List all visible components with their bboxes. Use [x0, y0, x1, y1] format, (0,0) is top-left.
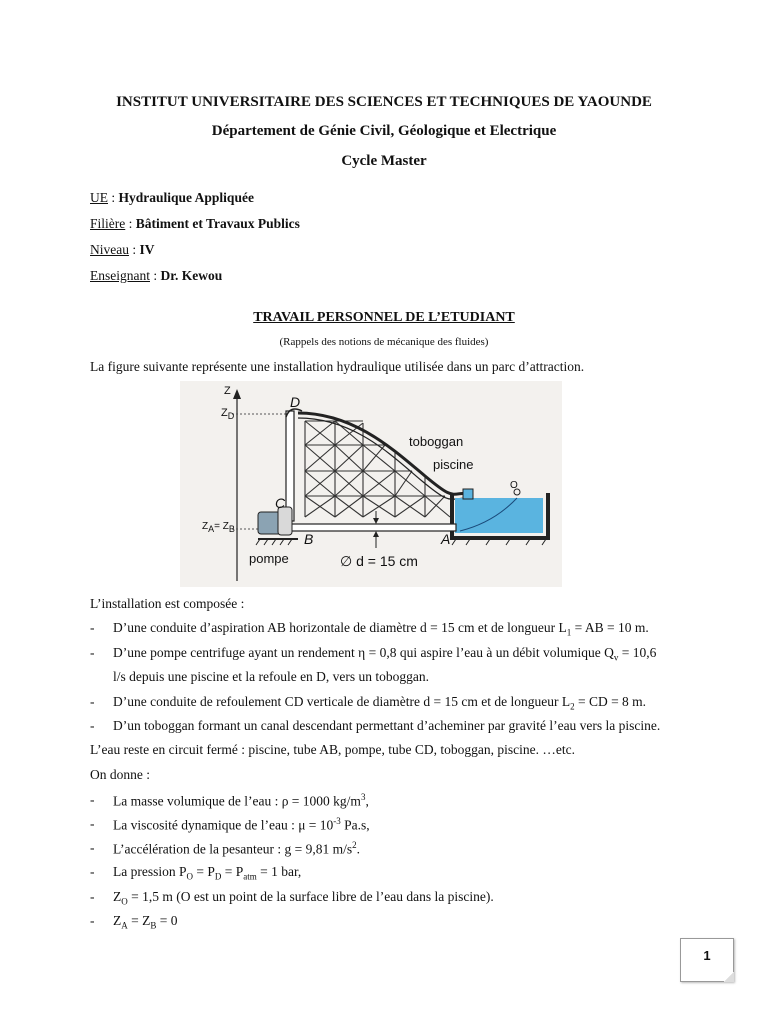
fig-label-c: C: [275, 495, 286, 511]
fig-label-diameter: ∅ d = 15 cm: [340, 553, 418, 569]
meta-value: Hydraulique Appliquée: [118, 190, 254, 205]
fig-label-piscine: piscine: [433, 457, 474, 472]
cycle-title: Cycle Master: [341, 153, 427, 169]
intro-text: La figure suivante représente une installation hydraulique utilisée dans un parc d’attraction.: [90, 359, 585, 374]
given-density: La masse volumique de l’eau : ρ = 1000 $kg/m^3$,: [113, 792, 369, 809]
item-pump-cont: l/s depuis une piscine et la refoule en D, vers un toboggan.: [113, 669, 430, 684]
meta-value: IV: [139, 242, 155, 257]
given-pressure: La pression $P_O = P_D = P_{atm} = 1$ bar,: [113, 864, 302, 882]
bullet-dash: -: [90, 645, 95, 660]
pipe-ab: [288, 524, 456, 531]
meta-label: Enseignant: [90, 268, 150, 283]
section-title-text: TRAVAIL PERSONNEL DE L’ETUDIANT: [253, 310, 515, 325]
section-subtitle: (Rappels des notions de mécanique des fluides): [279, 336, 489, 348]
fig-label-z: Z: [224, 385, 231, 397]
item-refoulement: D’une conduite de refoulement CD verticale de diamètre d = 15 cm et de longueur $L_2$ = CD = 8 m.: [113, 694, 647, 712]
z-axis-arrow: [233, 389, 241, 399]
pump-body: [278, 507, 292, 535]
bullet-dash: -: [90, 694, 95, 709]
bullet-dash: -: [90, 620, 95, 635]
given-za-zb: $Z_A = Z_B = 0$: [113, 913, 178, 931]
department-title: Département de Génie Civil, Géologique et Electrique: [211, 123, 557, 139]
bullet-dash: -: [90, 840, 95, 855]
pool-water: [455, 498, 543, 533]
item-pump: D’une pompe centrifuge ayant un rendement η = 0,8 qui aspire l’eau à un débit volumique $Q_v = 10,6$: [113, 645, 657, 663]
meta-value: Bâtiment et Travaux Publics: [135, 216, 300, 231]
given-heading: On donne :: [90, 767, 150, 782]
fig-label-o: O: [510, 480, 518, 491]
institute-title: INSTITUT UNIVERSITAIRE DES SCIENCES ET TECHNIQUES DE YAOUNDE: [116, 94, 652, 110]
fig-label-a: A: [441, 531, 451, 547]
circuit-text: L’eau reste en circuit fermé : piscine, tube AB, pompe, tube CD, toboggan, piscine. …etc.: [90, 742, 575, 757]
fig-label-pompe: pompe: [249, 551, 289, 566]
fig-label-zd: $Z_D$: [221, 407, 235, 422]
meta-enseignant: Enseignant : Dr. Kewou: [90, 268, 223, 283]
given-gravity: L’accélération de la pesanteur : g = 9,81 $m/s^2$.: [113, 840, 361, 857]
fig-label-b: B: [304, 531, 314, 547]
hydraulic-installation-figure: [180, 381, 562, 587]
fig-label-toboggan: toboggan: [409, 434, 464, 449]
pipe-cd: [286, 411, 294, 521]
meta-label: Niveau: [90, 242, 129, 257]
fig-label-za-zb: $Z_A= Z_B$: [202, 521, 235, 534]
item-aspiration: D’une conduite d’aspiration AB horizontale de diamètre d = 15 cm et de longueur $L_1$ = AB = 10 m.: [113, 620, 649, 638]
bullet-dash: -: [90, 718, 95, 733]
given-zo: $Z_O = 1,5$ m (O est un point de la surface libre de l’eau dans la piscine).: [113, 889, 494, 907]
meta-label: Filière: [90, 216, 126, 231]
given-viscosity: La viscosité dynamique de l’eau : $\mu = 10^{-3}$ Pa.s,: [113, 816, 370, 833]
composition-intro: L’installation est composée :: [90, 596, 245, 611]
page-number: 1: [680, 938, 734, 982]
fig-label-d: D: [290, 394, 301, 410]
meta-niveau: Niveau : IV: [90, 242, 155, 257]
bullet-dash: -: [90, 816, 95, 831]
item-toboggan: D’un toboggan formant un canal descendant permettant d’acheminer par gravité l’eau vers la piscine.: [113, 718, 661, 733]
bullet-dash: -: [90, 889, 95, 904]
meta-label: UE: [90, 190, 108, 205]
bullet-dash: -: [90, 864, 95, 879]
toboggan-slide: [298, 413, 470, 494]
bullet-dash: -: [90, 913, 95, 928]
section-title: [0, 310, 768, 326]
bullet-dash: -: [90, 792, 95, 807]
meta-filiere: Filière : Bâtiment et Travaux Publics: [90, 216, 300, 231]
meta-value: Dr. Kewou: [160, 268, 223, 283]
meta-ue: UE : Hydraulique Appliquée: [90, 190, 254, 205]
